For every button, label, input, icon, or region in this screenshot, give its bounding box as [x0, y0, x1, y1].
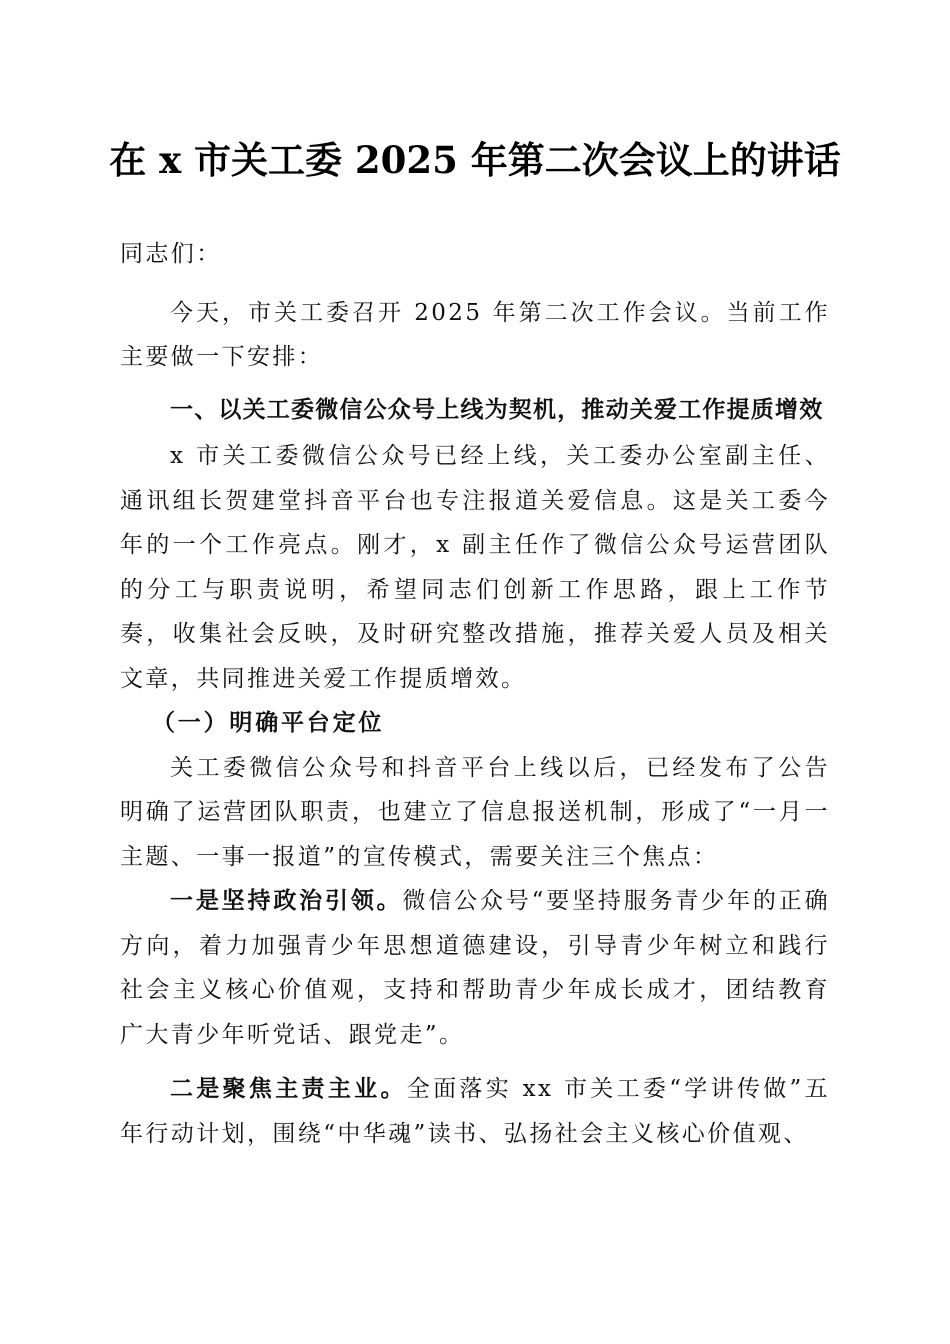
- point-lead-2: 二是聚焦主责主业。: [170, 1075, 407, 1102]
- salutation: 同志们：: [120, 241, 222, 267]
- subsection-paragraph-1: 关工委微信公众号和抖音平台上线以后，已经发布了公告明确了运营团队职责，也建立了信息报送机制，形成了“一月一主题、一事一报道”的宣传模式，需要关注三个焦点：: [120, 754, 830, 870]
- document-title: 在 x 市关工委 2025 年第二次会议上的讲话: [109, 138, 841, 182]
- point-paragraph-2: [120, 1067, 830, 1156]
- section-heading-1: 一、以关工委微信公众号上线为契机，推动关爱工作提质增效: [170, 396, 824, 423]
- document-body: [120, 232, 830, 1156]
- subsection-heading-1: （一）明确平台定位: [152, 709, 385, 736]
- intro-paragraph: 今天，市关工委召开 2025 年第二次工作会议。当前工作主要做一下安排：: [120, 299, 830, 370]
- point-lead-1: 一是坚持政治引领。: [170, 887, 403, 914]
- section-paragraph-1: x 市关工委微信公众号已经上线，关工委办公室副主任、通讯组长贺建堂抖音平台也专注报道关爱信息。这是关工委今年的一个工作亮点。刚才，x 副主任作了微信公众号运营团队的分工与职责说明，希望同志们创新工作思路，跟上工作节奏，收集社会反映，及时研究整改措施，推荐关爱人员及相关文章，共同推进关爱工作提质增效。: [120, 443, 830, 692]
- point-paragraph-1: [120, 879, 830, 1057]
- point-text-2: 全面落实 xx 市关工委“学讲传做”五年行动计划，围绕“中华魂”读书、弘扬社会主义核心价值观、: [120, 1076, 830, 1147]
- point-text-1: 微信公众号“要坚持服务青少年的正确方向，着力加强青少年思想道德建设，引导青少年树立和践行社会主义核心价值观，支持和帮助青少年成长成才，团结教育广大青少年听党话、跟党走”。: [120, 888, 830, 1048]
